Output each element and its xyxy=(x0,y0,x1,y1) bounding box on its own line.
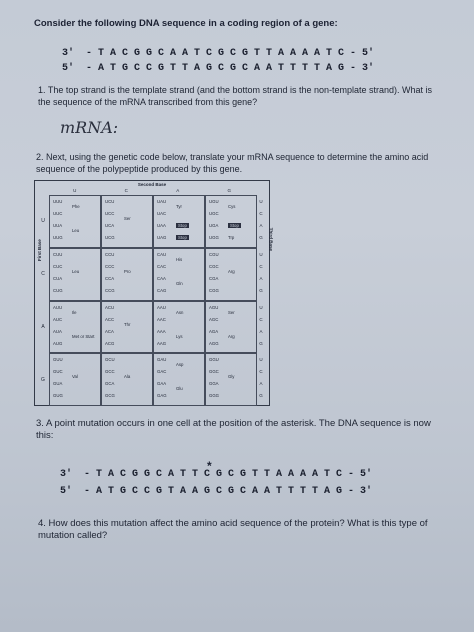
mutated-nontemplate-strand: 5′ - A T G C C G T A A G C G C A A T T T T A G - 3′ xyxy=(60,486,373,497)
codon: ACU xyxy=(105,304,115,310)
third-base-c: C xyxy=(259,369,263,375)
amino-acid: Tyr xyxy=(176,204,182,209)
amino-acid: Leu xyxy=(72,268,80,274)
codon: GUG xyxy=(53,393,63,399)
codon-block xyxy=(205,248,257,301)
codon-block xyxy=(49,195,101,248)
intro-text: Consider the following DNA sequence in a coding region of a gene: xyxy=(34,18,338,29)
amino-acid: Stop xyxy=(178,223,187,228)
codon: AUG xyxy=(53,340,63,346)
codon: AGC xyxy=(209,316,219,322)
codon: CCU xyxy=(105,251,115,257)
codon: AAC xyxy=(157,316,166,322)
codon: AGG xyxy=(209,340,219,346)
codon-block xyxy=(49,248,101,301)
codon: GAU xyxy=(157,357,167,363)
genetic-code-table xyxy=(34,180,273,406)
codon: ACG xyxy=(105,340,115,346)
codon: CAA xyxy=(157,275,166,281)
codon: GGU xyxy=(209,357,219,363)
third-base-a: A xyxy=(259,381,263,387)
codon-block xyxy=(101,301,153,354)
table-header xyxy=(49,181,255,196)
codon: UGC xyxy=(209,211,219,216)
third-base-u: U xyxy=(259,357,263,363)
codon-block xyxy=(205,195,257,248)
third-base-g: G xyxy=(259,235,263,240)
codon-block xyxy=(101,353,153,406)
codon-block xyxy=(153,301,205,354)
amino-acid: Stop xyxy=(178,235,187,240)
third-base-c: C xyxy=(259,316,263,322)
codon: UAU xyxy=(157,199,167,204)
codon: UAA xyxy=(157,223,166,228)
amino-acid: Arg xyxy=(228,333,235,339)
mutation-asterisk: * xyxy=(207,459,212,473)
codon: CUC xyxy=(53,263,63,269)
codon: GAG xyxy=(157,393,167,399)
codon-block xyxy=(101,248,153,301)
codon: ACC xyxy=(105,316,115,322)
third-base-u: U xyxy=(259,304,263,310)
codon: CUG xyxy=(53,287,63,293)
codon: CCG xyxy=(105,287,115,293)
codon: UGA xyxy=(209,223,219,228)
codon: UUG xyxy=(53,235,63,240)
codon: CGU xyxy=(209,251,219,257)
amino-acid: Thr xyxy=(124,321,131,327)
codon: UGU xyxy=(209,199,219,204)
codon: CGC xyxy=(209,263,219,269)
first-base-g: G xyxy=(41,376,45,383)
codon: UCU xyxy=(105,199,115,204)
first-base-a: A xyxy=(41,323,45,330)
codon: GUU xyxy=(53,357,63,363)
codon-block xyxy=(205,301,257,354)
codon: CAC xyxy=(157,263,167,269)
mutated-template-strand: 3′ - T A C G G C A T T C G C G T T A A A A T C - 5′ xyxy=(60,469,373,480)
codon: UGG xyxy=(209,235,219,240)
codon-block xyxy=(205,353,257,406)
amino-acid: Cys xyxy=(228,204,236,209)
amino-acid: Val xyxy=(72,374,78,380)
amino-acid: Ser xyxy=(124,216,131,221)
codon: GUC xyxy=(53,369,63,375)
mrna-handwritten-label: mRNA: xyxy=(60,118,119,137)
second-base-title: Second Base xyxy=(137,182,167,187)
codon: AAG xyxy=(157,340,167,346)
amino-acid: Leu xyxy=(72,228,80,233)
codon: UUA xyxy=(53,223,63,228)
codon: GAC xyxy=(157,369,167,375)
question-4: 4. How does this mutation affect the amino acid sequence of the protein? What is this type of mutation called? xyxy=(38,518,428,541)
codon: UUC xyxy=(53,211,63,216)
amino-acid: Glu xyxy=(176,386,183,392)
amino-acid: Gln xyxy=(176,280,183,286)
amino-acid: Asn xyxy=(176,309,184,315)
third-base-c: C xyxy=(259,263,263,269)
codon: AAA xyxy=(157,328,166,334)
amino-acid: Ile xyxy=(72,309,77,315)
third-base-u: U xyxy=(259,199,263,204)
first-base-label: First Base xyxy=(37,239,42,261)
amino-acid: Ser xyxy=(228,309,235,315)
amino-acid: Pro xyxy=(124,268,131,274)
codon: AGA xyxy=(209,328,219,334)
codon: GCC xyxy=(105,369,115,375)
amino-acid: Phe xyxy=(72,204,80,209)
third-base-a: A xyxy=(259,328,263,334)
codon: ACA xyxy=(105,328,114,334)
codon-block xyxy=(153,353,205,406)
third-base-c: C xyxy=(259,211,263,216)
codon-grid xyxy=(41,195,263,405)
second-base-c: C xyxy=(124,188,128,193)
dna-template-strand: 3′ - T A C G G C A A T C G C G T T A A A A T C - 5′ xyxy=(62,48,375,59)
codon: CAG xyxy=(157,287,167,293)
third-base-g: G xyxy=(259,287,263,293)
third-base-label: Third Base xyxy=(268,227,273,251)
codon: AAU xyxy=(157,304,166,310)
codon: AUU xyxy=(53,304,63,310)
codon: GGG xyxy=(209,393,220,399)
codon: GCG xyxy=(105,393,115,399)
codon: CCA xyxy=(105,275,115,281)
amino-acid: Met or Start xyxy=(72,333,95,339)
question-1: 1. The top strand is the template strand (and the bottom strand is the non-template strand). What is the sequence of the mRNA transcribed from this gene? xyxy=(38,85,433,107)
amino-acid: Stop xyxy=(230,223,239,228)
codon: UCC xyxy=(105,211,115,216)
codon: GCU xyxy=(105,357,115,363)
codon: UCA xyxy=(105,223,115,228)
codon-block xyxy=(49,353,101,406)
codon-block xyxy=(153,248,205,301)
codon-block xyxy=(153,195,205,248)
codon: GGC xyxy=(209,369,219,375)
third-base-g: G xyxy=(259,393,263,399)
codon: CUU xyxy=(53,251,63,257)
codon: UAC xyxy=(157,211,167,216)
third-base-a: A xyxy=(259,223,263,228)
amino-acid: Gly xyxy=(228,374,235,380)
question-3: 3. A point mutation occurs in one cell at the position of the asterisk. The DNA sequence is now this: xyxy=(36,418,431,441)
codon: AUA xyxy=(53,328,62,334)
second-base-a: A xyxy=(176,188,180,193)
codon-block xyxy=(49,301,101,354)
amino-acid: Trp xyxy=(228,235,235,240)
amino-acid: Ala xyxy=(124,374,131,380)
codon: GAA xyxy=(157,381,167,387)
dna-nontemplate-strand: 5′ - A T G C C G T T A G C G C A A T T T T A G - 3′ xyxy=(62,63,375,74)
codon: GUA xyxy=(53,381,63,387)
third-base-g: G xyxy=(259,340,263,346)
codon: GCA xyxy=(105,381,115,387)
first-base-u: U xyxy=(41,218,45,225)
codon: CGG xyxy=(209,287,219,293)
question-2: 2. Next, using the genetic code below, translate your mRNA sequence to determine the amino acid sequence of the polypeptide produced by this gene. xyxy=(36,152,429,174)
amino-acid: Asp xyxy=(176,362,184,368)
codon-block xyxy=(101,195,153,248)
codon: CUA xyxy=(53,275,63,281)
third-base-a: A xyxy=(259,275,263,281)
codon: CCC xyxy=(105,263,115,269)
codon: UCG xyxy=(105,235,115,240)
codon: GGA xyxy=(209,381,219,387)
amino-acid: Lys xyxy=(176,333,183,339)
codon: CGA xyxy=(209,275,219,281)
third-base-u: U xyxy=(259,251,263,257)
codon: UAG xyxy=(157,235,167,240)
codon: CAU xyxy=(157,251,167,257)
codon: AUC xyxy=(53,316,63,322)
first-base-c: C xyxy=(41,271,45,278)
second-base-g: G xyxy=(227,188,231,193)
codon: UUU xyxy=(53,199,63,204)
amino-acid: Arg xyxy=(228,268,235,274)
codon: AGU xyxy=(209,304,219,310)
amino-acid: His xyxy=(176,256,183,262)
second-base-u: U xyxy=(73,188,77,193)
